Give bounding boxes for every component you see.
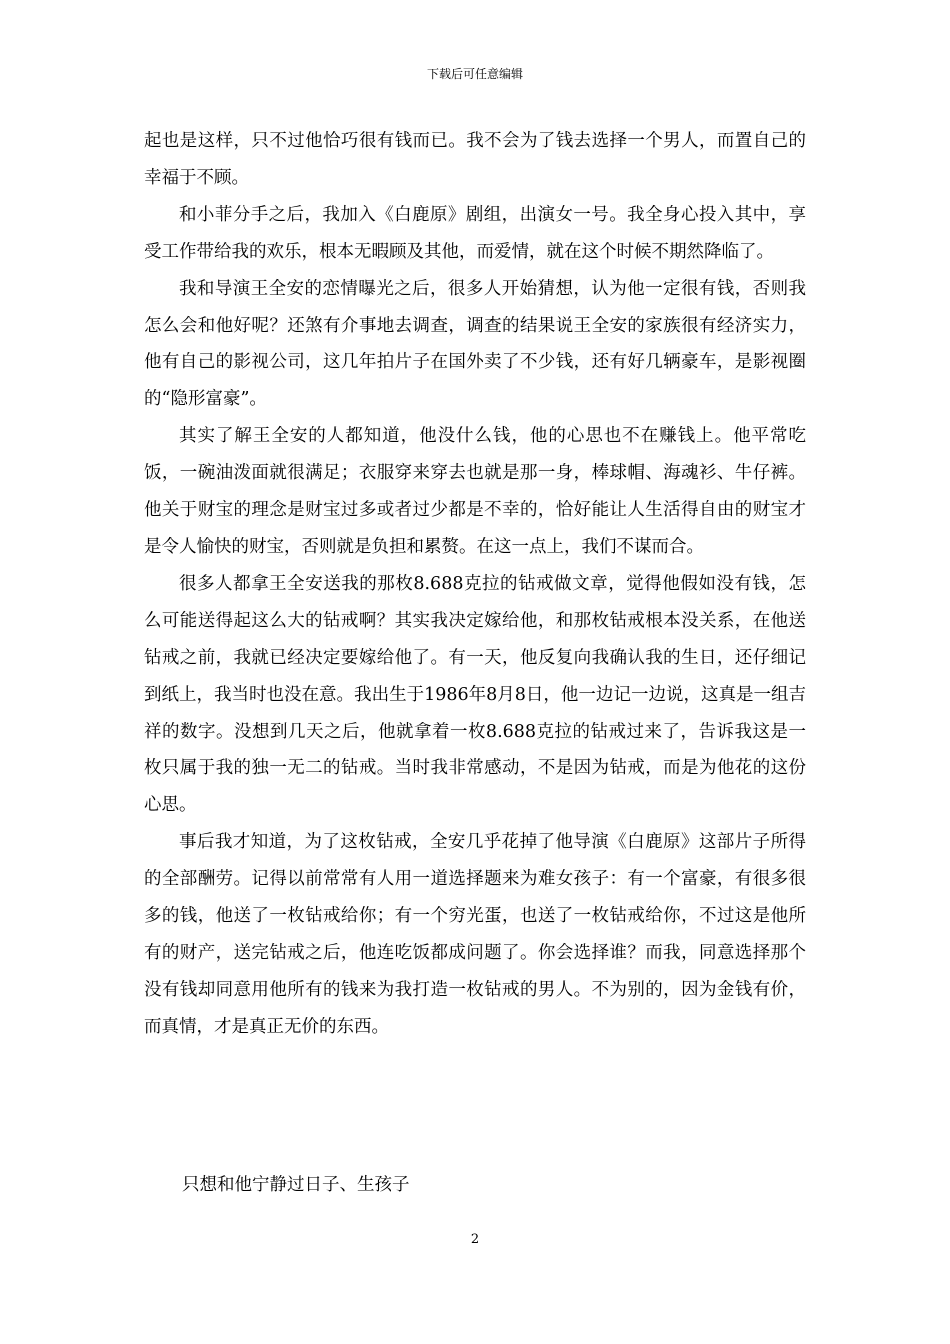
page-header: 下载后可任意编辑 <box>426 67 523 81</box>
paragraph-continuation: 起也是这样，只不过他恰巧很有钱而已。我不会为了钱去选择一个男人，而置自己的幸福于不顾。 <box>144 131 806 188</box>
paragraph: 事后我才知道，为了这枚钻戒，全安几乎花掉了他导演《白鹿原》这部片子所得的全部酬劳。记得以前常常有人用一道选择题来为难女孩子：有一个富豪，有很多很多的钱，他送了一枚钻戒给你；有一个穷光蛋，也送了一枚钻戒给你，不过这是他所有的财产，送完钻戒之后，他连吃饭都成问题了。你会选择谁？而我，同意选择那个没有钱却同意用他所有的钱来为我打造一枚钻戒的男人。不为别的，因为金钱有价，而真情，才是真正无价的东西。 <box>144 832 806 1037</box>
paragraph: 和小菲分手之后，我加入《白鹿原》剧组，出演女一号。我全身心投入其中，享受工作带给我的欢乐，根本无暇顾及其他，而爱情，就在这个时候不期然降临了。 <box>144 204 806 262</box>
paragraph: 很多人都拿王全安送我的那枚8.688克拉的钻戒做文章，觉得他假如没有钱，怎么可能送得起这么大的钻戒啊？其实我决定嫁给他，和那枚钻戒根本没关系，在他送钻戒之前，我就已经决定要嫁给他了。有一天，他反复向我确认我的生日，还仔细记到纸上，我当时也没在意。我出生于1986年8月8日，他一边记一边说，这真是一组吉祥的数字。没想到几天之后，他就拿着一枚8.688克拉的钻戒过来了，告诉我这是一枚只属于我的独一无二的钻戒。当时我非常感动，不是因为钻戒，而是为他花的这份心思。 <box>144 573 806 816</box>
section-heading: 只想和他宁静过日子、生孩子 <box>182 1175 410 1195</box>
page-number: 2 <box>470 1232 480 1247</box>
paragraph: 我和导演王全安的恋情曝光之后，很多人开始猜想，认为他一定很有钱，否则我怎么会和他好呢？还煞有介事地去调查，调查的结果说王全安的家族很有经济实力，他有自己的影视公司，这几年拍片子在国外卖了不少钱，还有好几辆豪车，是影视圈的“隐形富豪”。 <box>144 278 806 410</box>
paragraph: 其实了解王全安的人都知道，他没什么钱，他的心思也不在赚钱上。他平常吃饭，一碗油泼面就很满足；衣服穿来穿去也就是那一身，棒球帽、海魂衫、牛仔裤。他关于财宝的理念是财宝过多或者过少都是不幸的，恰好能让人生活得自由的财宝才是令人愉快的财宝，否则就是负担和累赘。在这一点上，我们不谋而合。 <box>144 426 806 557</box>
body-text <box>144 123 806 1046</box>
